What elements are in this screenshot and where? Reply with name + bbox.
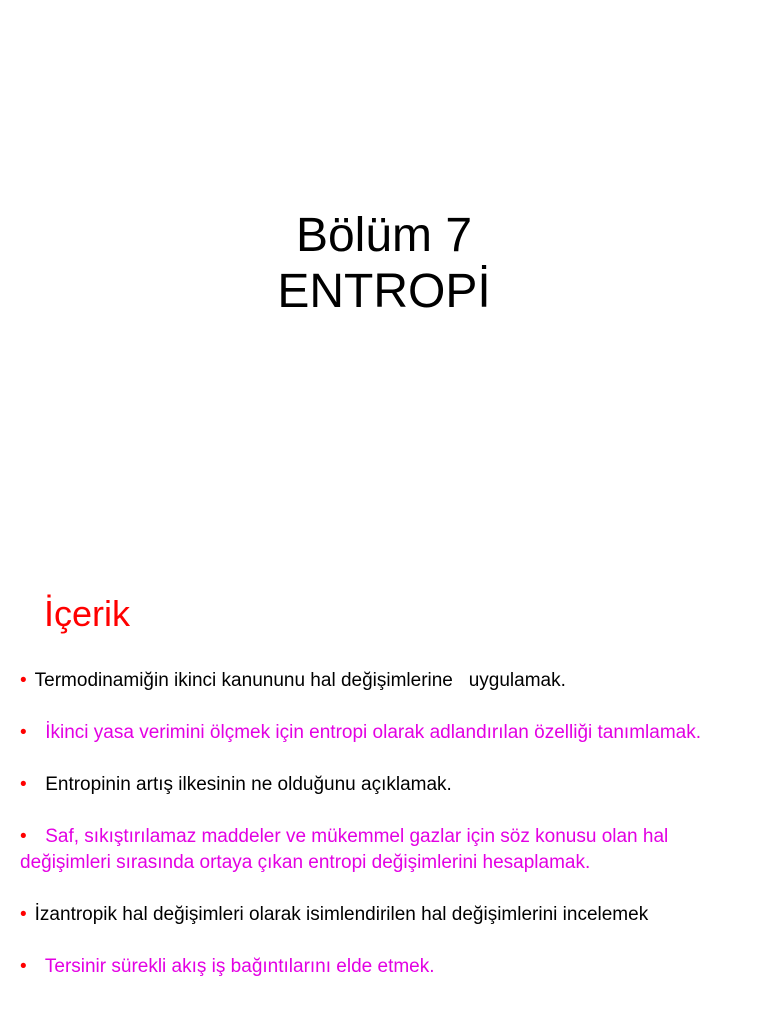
list-item (20, 902, 750, 928)
list-item (20, 824, 750, 876)
list-item (20, 772, 750, 798)
list-item-text: İkinci yasa verimini ölçmek için entropi olarak adlandırılan özelliği tanımlamak. (34, 722, 701, 743)
bullet-icon: • (20, 826, 27, 847)
list-item-text: Saf, sıkıştırılamaz maddeler ve mükemmel gazlar için söz konusu olan hal değişimleri sırasında ortaya çıkan entropi değişimlerini hesaplamak. (20, 826, 674, 873)
list-item-text: İzantropik hal değişimleri olarak isimlendirilen hal değişimlerini incelemek (34, 904, 649, 925)
bullet-icon: • (20, 956, 27, 977)
contents-heading: İçerik (44, 593, 131, 634)
bullet-icon: • (20, 774, 27, 795)
list-item (20, 720, 750, 746)
title-topic: ENTROPİ (277, 265, 491, 318)
list-item-text: Termodinamiğin ikinci kanununu hal değişimlerine uygulamak. (34, 670, 566, 691)
list-item (20, 668, 750, 694)
title-chapter: Bölüm 7 (295, 209, 473, 262)
slide-title (0, 208, 768, 320)
list-item (20, 954, 750, 980)
list-item-text: Entropinin artış ilkesinin ne olduğunu açıklamak. (34, 774, 452, 795)
bullet-icon: • (20, 670, 27, 691)
list-item-text: Tersinir sürekli akış iş bağıntılarını elde etmek. (34, 956, 435, 977)
contents-list (20, 668, 750, 980)
bullet-icon: • (20, 722, 27, 743)
bullet-icon: • (20, 904, 27, 925)
